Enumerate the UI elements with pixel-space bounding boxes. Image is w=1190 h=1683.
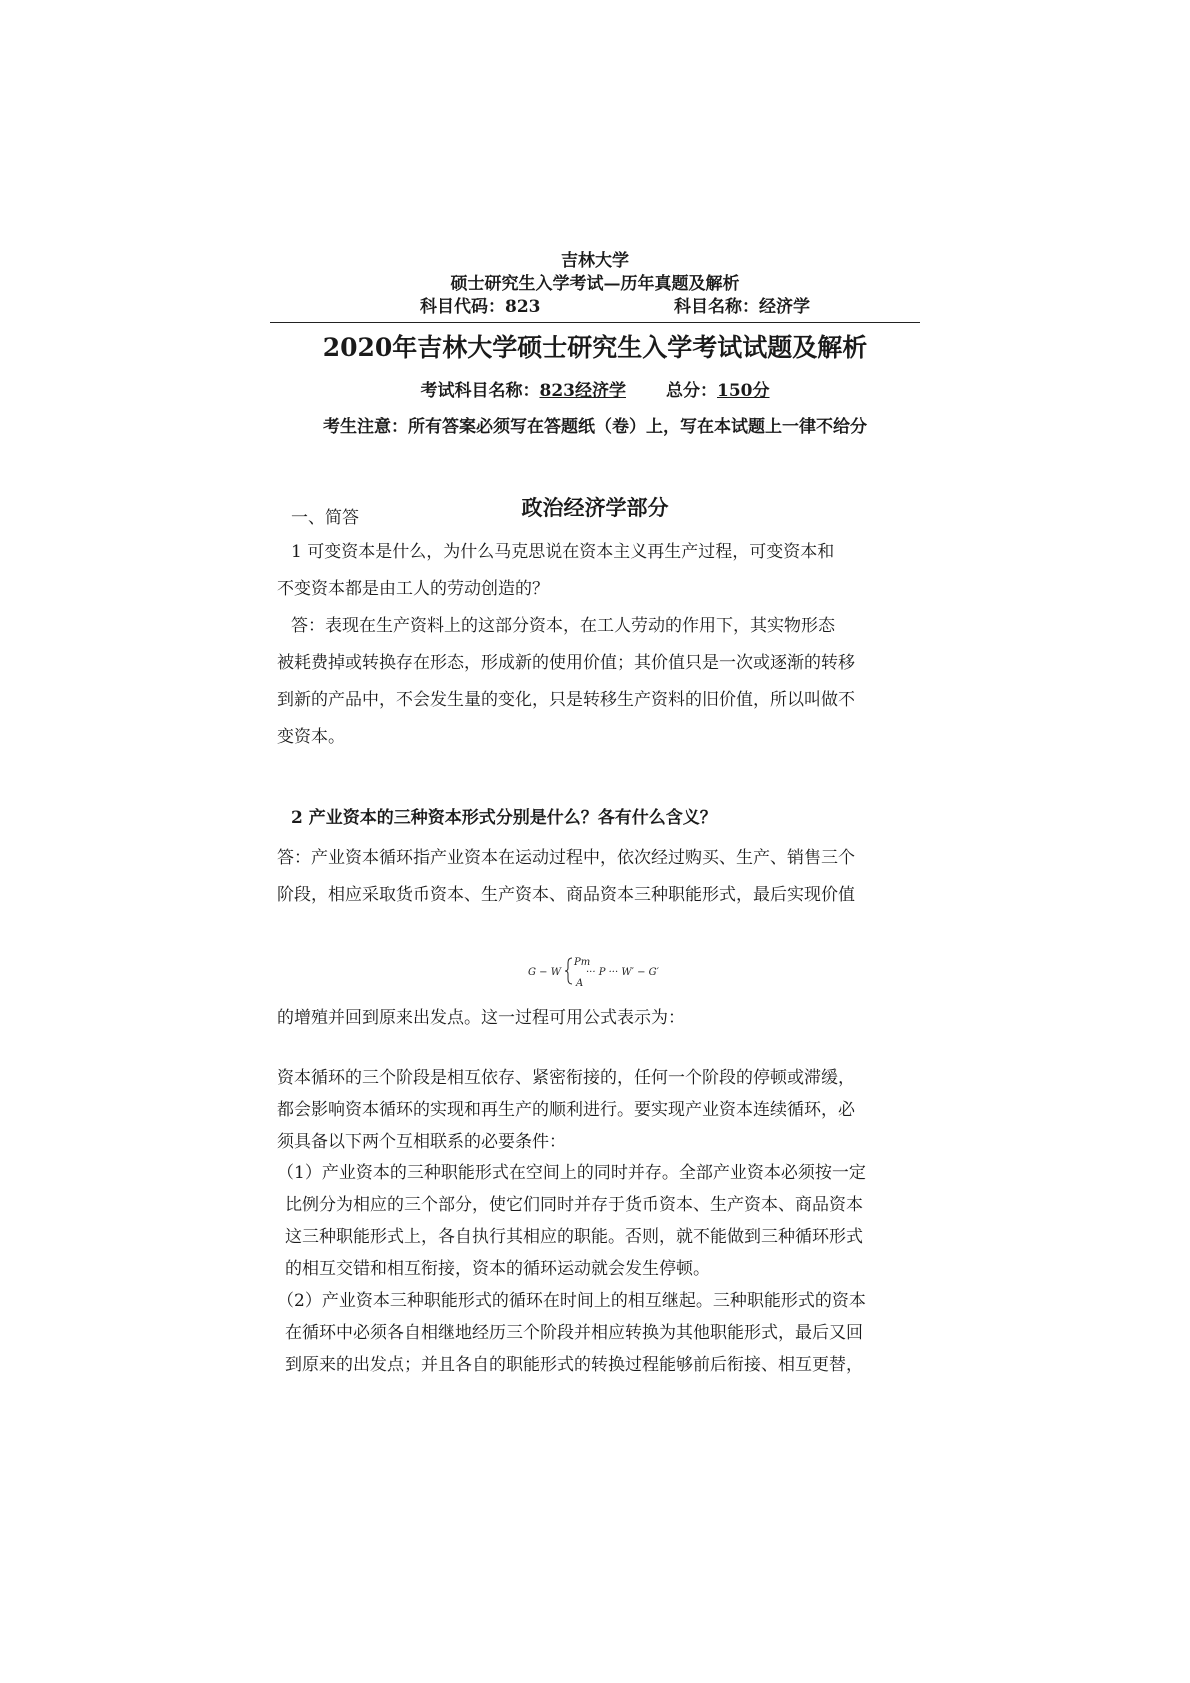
subject-name: 科目名称：经济学 — [674, 297, 810, 317]
q1-answer-line-3: 到新的产品中，不会发生量的变化，只是转移生产资料的旧价值，所以叫做不 — [277, 690, 855, 710]
q2-cond1-line-3: 这三种职能形式上，各自执行其相应的职能。否则，就不能做到三种循环形式 — [285, 1227, 863, 1247]
q2-cond2-line-2: 在循环中必须各自相继地经历三个阶段并相应转换为其他职能形式，最后又回 — [285, 1323, 863, 1343]
q1-question-line-2: 不变资本都是由工人的劳动创造的？ — [277, 579, 549, 599]
exam-score-value: 150分 — [717, 381, 770, 401]
q2-cond2-line-1: （2）产业资本三种职能形式的循环在时间上的相互继起。三种职能形式的资本 — [277, 1291, 866, 1311]
q1-answer-line-2: 被耗费掉或转换存在形态，形成新的使用价值；其价值只是一次或逐渐的转移 — [277, 653, 855, 673]
university-name: 吉林大学 — [561, 251, 629, 271]
q2-para-line-2: 都会影响资本循环的实现和再生产的顺利进行。要实现产业资本连续循环，必 — [277, 1100, 855, 1120]
q2-para-line-3: 须具备以下两个互相联系的必要条件： — [277, 1132, 566, 1152]
formula-bottom: A — [576, 978, 584, 989]
exam-subject-value: 823经济学 — [539, 381, 626, 401]
formula-left: G − W — [528, 967, 562, 978]
q2-para-line-1: 资本循环的三个阶段是相互依存、紧密衔接的，任何一个阶段的停顿或滞缓， — [277, 1068, 855, 1088]
capital-circuit-formula — [528, 950, 678, 992]
section-title: 政治经济学部分 — [521, 495, 669, 520]
subject-code: 科目代码：823 — [420, 297, 541, 317]
q2-cond1-line-4: 的相互交错和相互衔接，资本的循环运动就会发生停顿。 — [285, 1259, 710, 1279]
formula-brace — [565, 958, 572, 984]
exam-score-label: 总分： — [666, 381, 717, 401]
q1-answer-line-4: 变资本。 — [277, 727, 345, 747]
q2-answer-line-3: 的增殖并回到原来出发点。这一过程可用公式表示为： — [277, 1008, 685, 1028]
header-meta-row — [270, 296, 920, 319]
q1-answer-line-1: 答：表现在生产资料上的这部分资本，在工人劳动的作用下，其实物形态 — [291, 616, 835, 636]
exam-notice: 考生注意：所有答案必须写在答题纸（卷）上，写在本试题上一律不给分 — [323, 417, 867, 437]
page-title: 2020年吉林大学硕士研究生入学考试试题及解析 — [322, 333, 868, 362]
formula-right: ··· P ··· W′ − G′ — [586, 967, 659, 978]
exam-subject-label: 考试科目名称： — [420, 381, 540, 401]
page-header — [270, 250, 920, 319]
header-rule — [270, 322, 920, 323]
part-heading: 一、简答 — [291, 508, 359, 528]
q2-cond1-line-2: 比例分为相应的三个部分，使它们同时并存于货币资本、生产资本、商品资本 — [285, 1195, 863, 1215]
q1-question-line-1: 1 可变资本是什么，为什么马克思说在资本主义再生产过程，可变资本和 — [291, 542, 835, 562]
q2-answer-line-2: 阶段，相应采取货币资本、生产资本、商品资本三种职能形式，最后实现价值 — [277, 885, 855, 905]
q2-question: 2 产业资本的三种资本形式分别是什么？各有什么含义？ — [291, 808, 717, 828]
series-title: 硕士研究生入学考试—历年真题及解析 — [450, 274, 740, 294]
q2-cond2-line-3: 到原来的出发点；并且各自的职能形式的转换过程能够前后衔接、相互更替， — [285, 1355, 863, 1375]
q2-answer-line-1: 答：产业资本循环指产业资本在运动过程中，依次经过购买、生产、销售三个 — [277, 848, 855, 868]
formula-top: Pm — [574, 957, 591, 968]
q2-cond1-line-1: （1）产业资本的三种职能形式在空间上的同时并存。全部产业资本必须按一定 — [277, 1163, 866, 1183]
exam-info — [270, 378, 920, 404]
